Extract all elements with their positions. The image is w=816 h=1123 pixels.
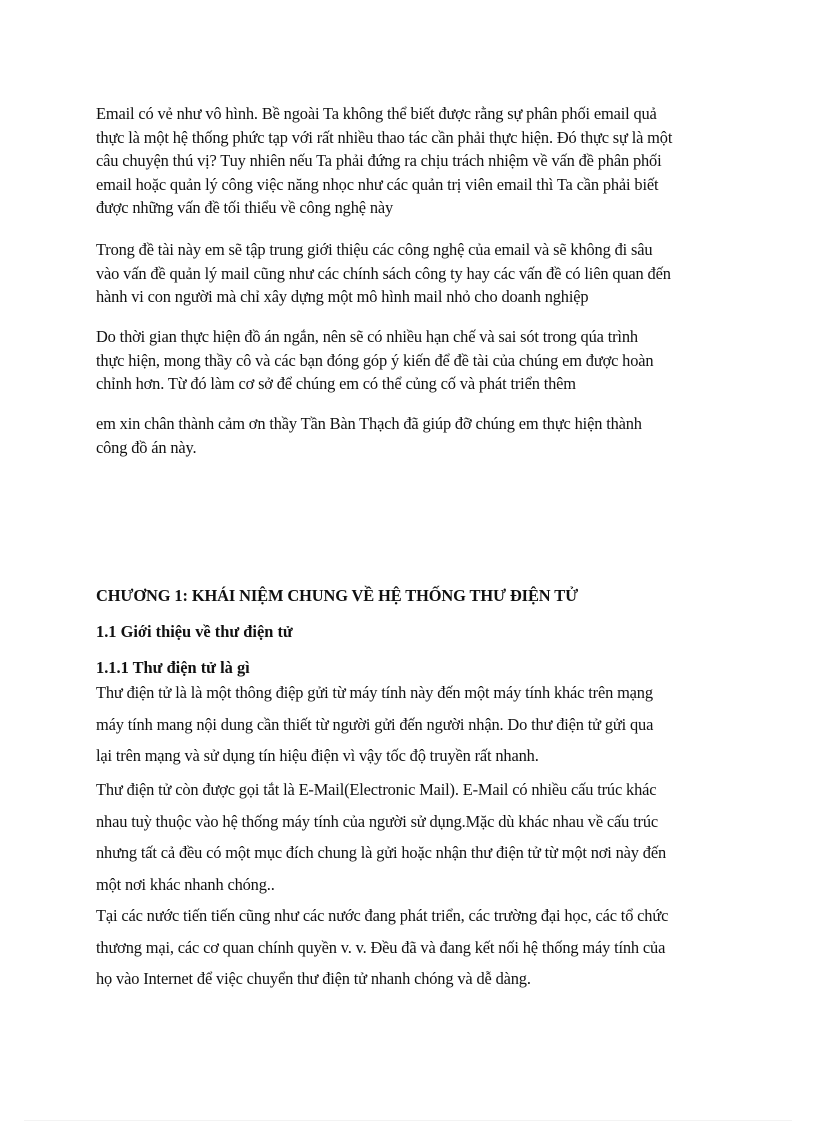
text-line: máy tính mang nội dung cần thiết từ người gửi đến người nhận. Do thư điện tử gửi qua: [96, 714, 654, 734]
text-line: Thư điện tử còn được gọi tắt là E-Mail(Electronic Mail). E-Mail có nhiều cấu trúc khác: [96, 780, 657, 799]
page-bottom-divider: [24, 1120, 792, 1121]
text-line: Email có vẻ như vô hình. Bề ngoài Ta không thể biết được rằng sự phân phối email quả: [96, 104, 657, 123]
body-paragraph-1: [96, 677, 726, 772]
text-line: câu chuyện thú vị? Tuy nhiên nếu Ta phải đứng ra chịu trách nhiệm về vấn đề phân phối: [96, 151, 662, 170]
intro-paragraph-1: [96, 102, 726, 220]
text-line: Do thời gian thực hiện đồ án ngắn, nên sẽ có nhiều hạn chế và sai sót trong qúa trình: [96, 327, 638, 346]
intro-paragraph-4: [96, 412, 726, 459]
text-line: em xin chân thành cảm ơn thầy Tần Bàn Thạch đã giúp đỡ chúng em thực hiện thành: [96, 414, 642, 433]
text-line: nhau tuỳ thuộc vào hệ thống máy tính của người sử dụng.Mặc dù khác nhau về cấu trúc: [96, 811, 659, 831]
intro-paragraph-3: [96, 325, 726, 396]
intro-paragraph-2: [96, 238, 726, 309]
text-line: họ vào Internet để việc chuyển thư điện tử nhanh chóng và dễ dàng.: [96, 969, 531, 989]
text-line: hành vi con người mà chỉ xây dựng một mô hình mail nhỏ cho doanh nghiệp: [96, 287, 589, 306]
chapter-title: CHƯƠNG 1: KHÁI NIỆM CHUNG VỀ HỆ THỐNG THƯ ĐIỆN TỬ: [96, 586, 579, 605]
text-line: Trong đề tài này em sẽ tập trung giới thiệu các công nghệ của email và sẽ không đi sâu: [96, 240, 653, 259]
body-paragraph-2: [96, 774, 726, 900]
text-line: vào vấn đề quản lý mail cũng như các chính sách công ty hay các vấn đề có liên quan đến: [96, 263, 671, 283]
text-line: công đồ án này.: [96, 437, 197, 457]
text-line: Thư điện tử là là một thông điệp gửi từ máy tính này đến một máy tính khác trên mạng: [96, 683, 653, 702]
text-line: được những vấn đề tối thiểu về công nghệ này: [96, 198, 394, 217]
text-line: thực hiện, mong thầy cô và các bạn đóng góp ý kiến để đề tài của chúng em được hoàn: [96, 350, 654, 370]
text-line: lại trên mạng và sử dụng tín hiệu điện vì vậy tốc độ truyền rất nhanh.: [96, 746, 539, 766]
text-line: Tại các nước tiến tiến cũng như các nước đang phát triển, các trường đại học, các tổ chức: [96, 906, 669, 925]
body-paragraph-3: [96, 900, 726, 995]
text-line: chỉnh hơn. Từ đó làm cơ sở để chúng em có thể củng cố và phát triển thêm: [96, 374, 576, 393]
section-heading-1-1-1: 1.1.1 Thư điện tử là gì: [96, 658, 250, 677]
text-line: thực là một hệ thống phức tạp với rất nhiều thao tác cần phải thực hiện. Đó thực sự là một: [96, 127, 673, 147]
text-line: một nơi khác nhanh chóng..: [96, 874, 275, 894]
text-line: nhưng tất cả đều có một mục đích chung là gửi hoặc nhận thư điện tử từ một nơi này đến: [96, 843, 667, 863]
text-line: email hoặc quản lý công việc năng nhọc như các quản trị viên email thì Ta cần phải biết: [96, 174, 659, 194]
text-line: thương mại, các cơ quan chính quyền v. v. Đều đã và đang kết nối hệ thống máy tính của: [96, 937, 666, 957]
section-heading-1-1: 1.1 Giới thiệu về thư điện tử: [96, 622, 293, 641]
